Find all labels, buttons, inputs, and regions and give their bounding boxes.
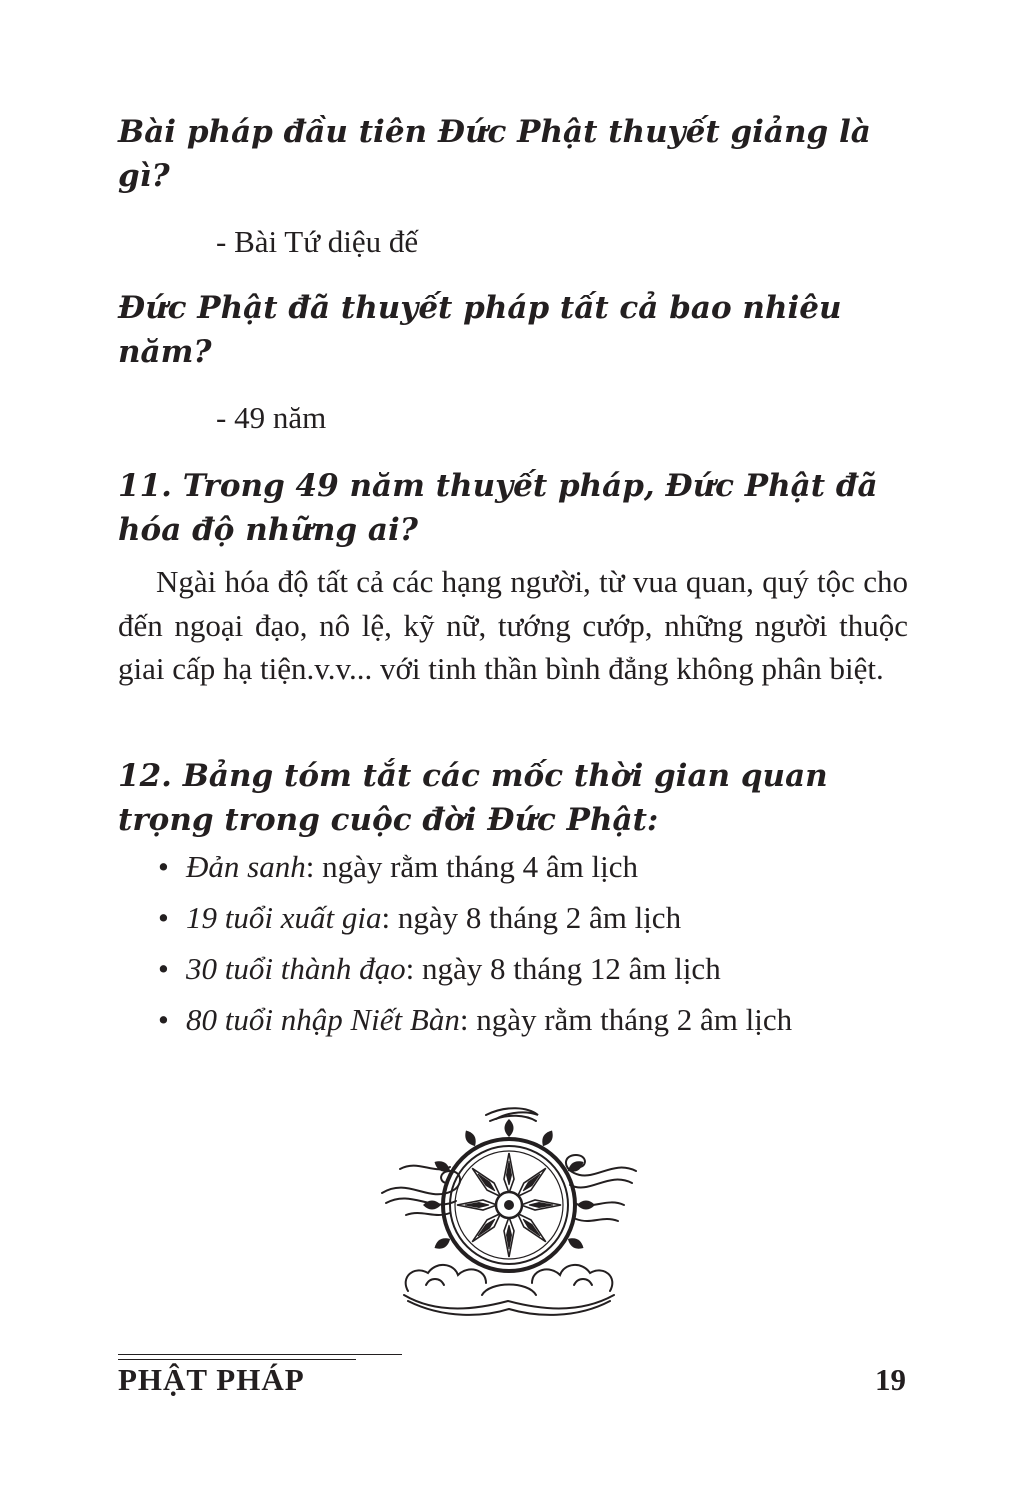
dharma-wheel-icon — [378, 1105, 640, 1320]
timeline-term: 19 tuổi xuất gia — [186, 900, 382, 935]
footer-divider — [118, 1359, 356, 1360]
bullet-icon: • — [158, 1002, 169, 1037]
bullet-icon: • — [158, 900, 169, 935]
bullet-icon: • — [158, 951, 169, 986]
timeline-item — [158, 998, 908, 1041]
heading-section-12: 12. Bảng tóm tắt các mốc thời gian quan trọng trong cuộc đời Đức Phật: — [118, 758, 828, 838]
timeline-desc: : ngày 8 tháng 12 âm lịch — [405, 951, 721, 986]
timeline-term: 80 tuổi nhập Niết Bàn — [186, 1002, 460, 1037]
running-footer-title: PHẬT PHÁP — [118, 1362, 305, 1397]
page-number: 19 — [875, 1362, 906, 1397]
question-first-sermon: Bài pháp đầu tiên Đức Phật thuyết giảng là gì? — [118, 114, 871, 194]
timeline-item — [158, 845, 908, 888]
timeline-desc: : ngày rằm tháng 2 âm lịch — [459, 1002, 793, 1037]
answer-first-sermon: - Bài Tứ diệu đế — [216, 224, 419, 259]
timeline-item — [158, 947, 908, 990]
timeline-list — [158, 845, 908, 1049]
footer-divider — [118, 1354, 402, 1355]
bullet-icon: • — [158, 849, 169, 884]
timeline-desc: : ngày rằm tháng 4 âm lịch — [305, 849, 638, 884]
question-years-teaching: Đức Phật đã thuyết pháp tất cả bao nhiêu năm? — [118, 290, 842, 370]
heading-section-11: 11. Trong 49 năm thuyết pháp, Đức Phật đã hóa độ những ai? — [118, 468, 878, 548]
paragraph-section-11: Ngài hóa độ tất cả các hạng người, từ vua quan, quý tộc cho đến ngoại đạo, nô lệ, kỹ nữ, tướng cướp, những người thuộc giai cấp hạ tiện.v.v... với tinh thần bình đẳng không phân biệt. — [118, 564, 908, 686]
answer-years-teaching: - 49 năm — [216, 400, 327, 435]
timeline-term: Đản sanh — [186, 849, 306, 884]
timeline-term: 30 tuổi thành đạo — [186, 951, 406, 986]
timeline-desc: : ngày 8 tháng 2 âm lịch — [381, 900, 682, 935]
timeline-item — [158, 896, 908, 939]
